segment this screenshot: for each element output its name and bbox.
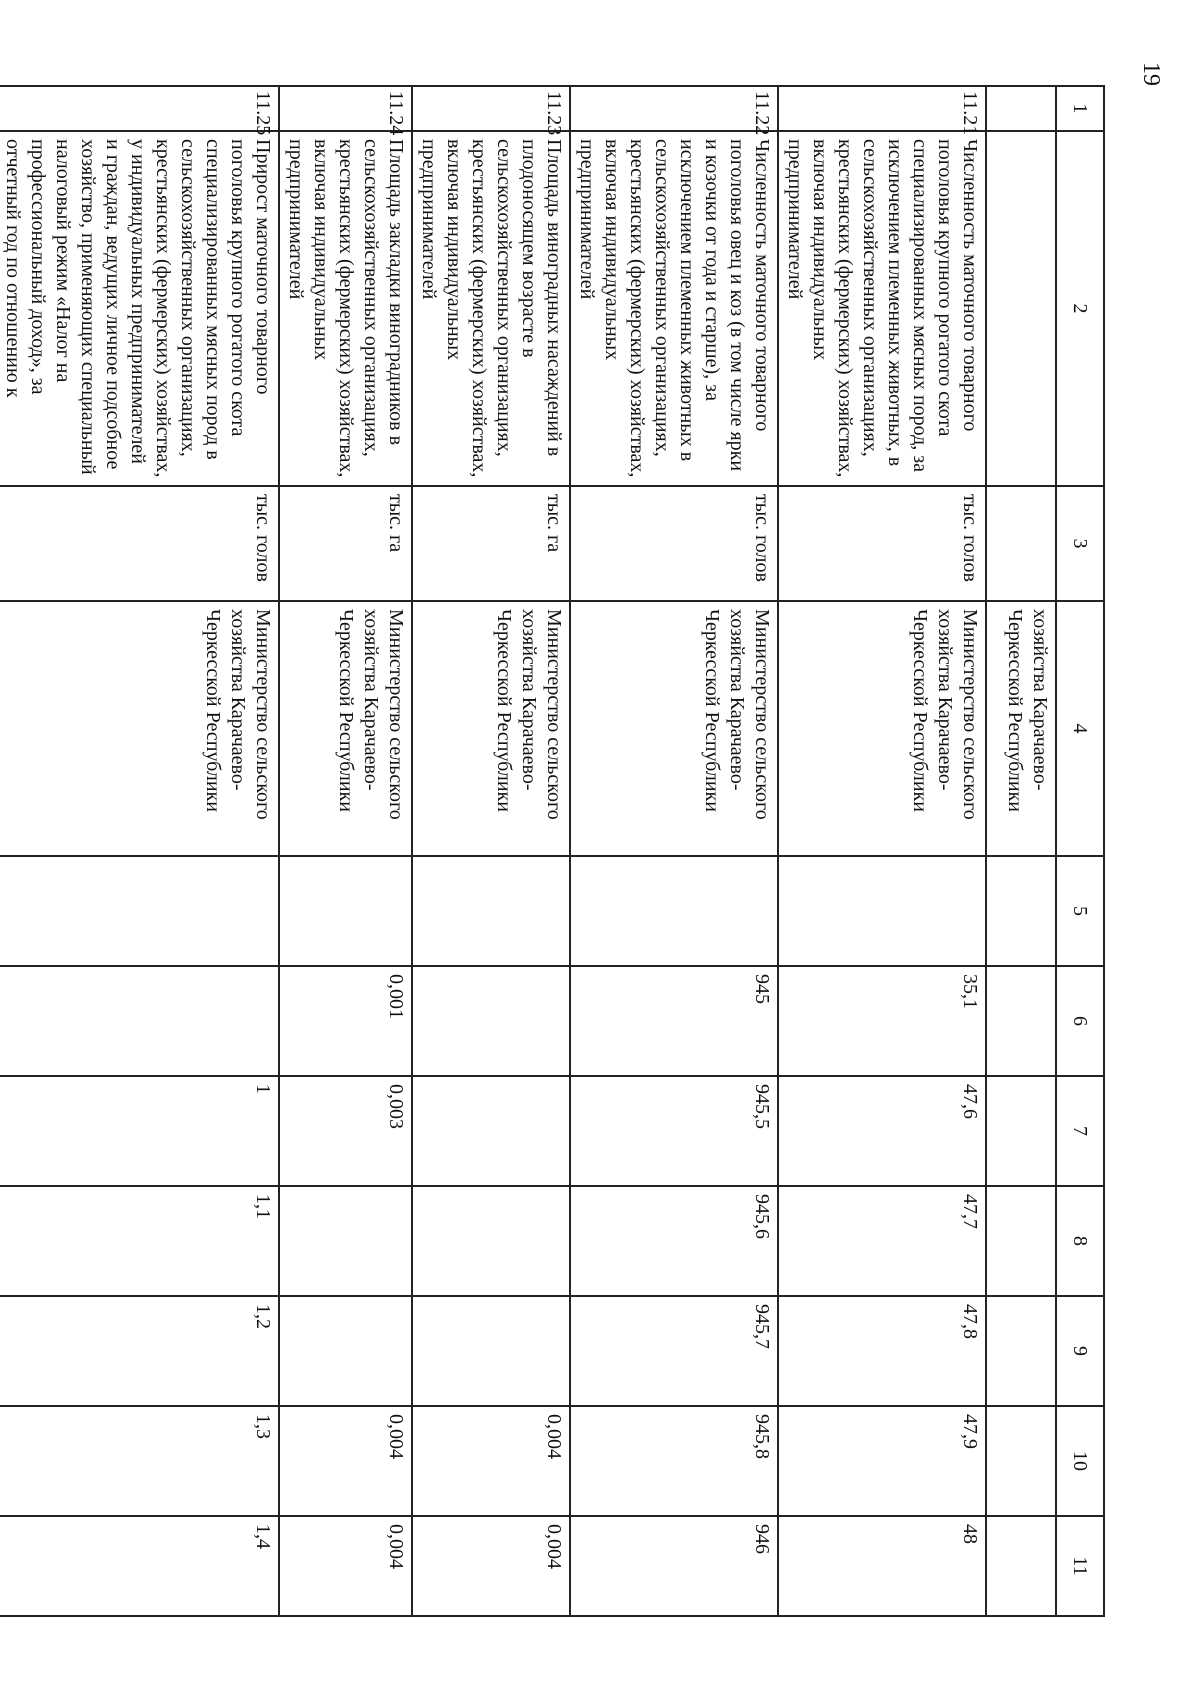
row-value-col11: 0,004 (412, 1516, 570, 1616)
row-value-col11: 1,4 (0, 1516, 279, 1616)
row-value-col7: 945,5 (570, 1076, 778, 1186)
row-value-col10: 0,004 (279, 1406, 412, 1516)
row-value-col9: 1,2 (0, 1296, 279, 1406)
row-value-col6: 35,1 (778, 966, 986, 1076)
table-row (279, 86, 412, 1616)
row-value-col7 (412, 1076, 570, 1186)
row-value-col10: 945,8 (570, 1406, 778, 1516)
row-value-col11 (986, 1516, 1056, 1616)
row-value-col10: 47,9 (778, 1406, 986, 1516)
column-header: 2 (1056, 131, 1104, 486)
column-header: 1 (1056, 86, 1104, 131)
row-value-col5 (0, 856, 279, 966)
row-value-col9: 47,8 (778, 1296, 986, 1406)
row-value-col6: 0,001 (279, 966, 412, 1076)
row-value-col9 (412, 1296, 570, 1406)
row-code: 11.24 (279, 86, 412, 131)
row-value-col6 (0, 966, 279, 1076)
row-unit: тыс. голов (778, 486, 986, 601)
row-value-col6: 945 (570, 966, 778, 1076)
row-unit: тыс. га (412, 486, 570, 601)
row-value-col9 (279, 1296, 412, 1406)
row-code: 11.23 (412, 86, 570, 131)
page-number: 19 (1138, 62, 1164, 86)
column-header: 3 (1056, 486, 1104, 601)
row-value-col11: 48 (778, 1516, 986, 1616)
row-value-col9 (986, 1296, 1056, 1406)
row-source: хозяйства Карачаево-Черкесской Республики (986, 601, 1056, 856)
row-value-col7: 1 (0, 1076, 279, 1186)
row-indicator-name: Прирост маточного товарного поголовья крупного рогатого скота специализированных мясных пород в сельскохозяйственных организациях, крестьянских (фермерских) хозяйствах, у индивидуальных предпринимателей и граждан, ведущих личное подсобное хозяйство, применяющих специальный налоговый режим «Налог на профессиональный доход», за отчетный год по отношению к (0, 131, 279, 486)
row-value-col5 (570, 856, 778, 966)
column-header: 4 (1056, 601, 1104, 856)
column-header: 5 (1056, 856, 1104, 966)
table-row (778, 86, 986, 1616)
row-source: Министерство сельского хозяйства Карачаево-Черкесской Республики (412, 601, 570, 856)
row-value-col7 (986, 1076, 1056, 1186)
row-unit (986, 486, 1056, 601)
table-row (412, 86, 570, 1616)
row-value-col6 (412, 966, 570, 1076)
row-indicator-name: Численность маточного товарного поголовья крупного рогатого скота специализированных мясных пород, за исключением племенных животных, в сельскохозяйственных организациях, крестьянских (фермерских) хозяйствах, включая индивидуальных предпринимателей (778, 131, 986, 486)
row-indicator-name (986, 131, 1056, 486)
row-code: 11.25 (0, 86, 279, 131)
row-value-col10 (986, 1406, 1056, 1516)
row-source: Министерство сельского хозяйства Карачаево-Черкесской Республики (279, 601, 412, 856)
row-source: Министерство сельского хозяйства Карачаево-Черкесской Республики (570, 601, 778, 856)
row-unit: тыс. голов (0, 486, 279, 601)
row-code (986, 86, 1056, 131)
row-code: 11.21 (778, 86, 986, 131)
row-value-col7: 47,6 (778, 1076, 986, 1186)
column-header: 6 (1056, 966, 1104, 1076)
row-indicator-name: Численность маточного товарного поголовья овец и коз (в том числе ярки и козочки от года и старше), за исключением племенных животных в сельскохозяйственных организациях, крестьянских (фермерских) хозяйствах, включая индивидуальных предпринимателей (570, 131, 778, 486)
page-frame (2, 85, 1105, 1615)
row-code: 11.22 (570, 86, 778, 131)
row-value-col6 (986, 966, 1056, 1076)
row-indicator-name: Площадь виноградных насаждений в плодоносящем возрасте в сельскохозяйственных организациях, крестьянских (фермерских) хозяйствах, включая индивидуальных предпринимателей (412, 131, 570, 486)
row-value-col10: 0,004 (412, 1406, 570, 1516)
row-source: Министерство сельского хозяйства Карачаево-Черкесской Республики (778, 601, 986, 856)
row-value-col8: 1,1 (0, 1186, 279, 1296)
row-indicator-name: Площадь закладки виноградников в сельскохозяйственных организациях, крестьянских (фермерских) хозяйствах, включая индивидуальных предпринимателей (279, 131, 412, 486)
table-row (0, 86, 279, 1616)
row-value-col10: 1,3 (0, 1406, 279, 1516)
row-value-col7: 0,003 (279, 1076, 412, 1186)
row-value-col9: 945,7 (570, 1296, 778, 1406)
column-header: 8 (1056, 1186, 1104, 1296)
row-value-col8: 47,7 (778, 1186, 986, 1296)
row-value-col11: 0,004 (279, 1516, 412, 1616)
row-value-col5 (986, 856, 1056, 966)
row-value-col8 (986, 1186, 1056, 1296)
row-value-col5 (412, 856, 570, 966)
column-header: 9 (1056, 1296, 1104, 1406)
column-number-header-row (1056, 86, 1104, 1616)
table-row (986, 86, 1056, 1616)
rotated-table-container (2, 85, 1105, 1615)
row-value-col5 (778, 856, 986, 966)
row-value-col8 (412, 1186, 570, 1296)
column-header: 10 (1056, 1406, 1104, 1516)
row-value-col8 (279, 1186, 412, 1296)
row-unit: тыс. голов (570, 486, 778, 601)
indicators-table (0, 85, 1105, 1617)
row-unit: тыс. га (279, 486, 412, 601)
column-header: 7 (1056, 1076, 1104, 1186)
row-value-col11: 946 (570, 1516, 778, 1616)
row-value-col8: 945,6 (570, 1186, 778, 1296)
row-value-col5 (279, 856, 412, 966)
column-header: 11 (1056, 1516, 1104, 1616)
row-source: Министерство сельского хозяйства Карачаево-Черкесской Республики (0, 601, 279, 856)
table-row (570, 86, 778, 1616)
